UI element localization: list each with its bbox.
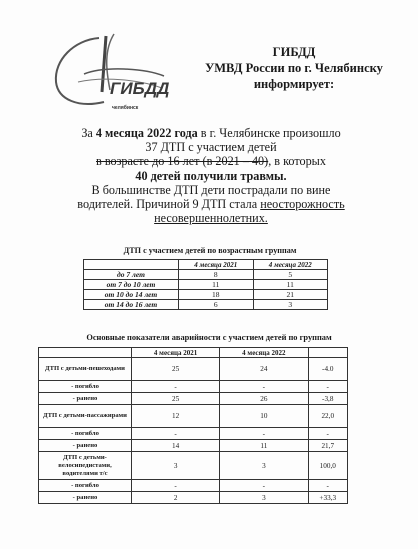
table-row [39,358,348,381]
row-label: - ранено [39,440,132,452]
age-groups-table [83,259,328,310]
lead-line-2: 37 ДТП с участием детей [145,140,277,155]
logo-text: ГИБДД [110,79,170,98]
cell-diff: -4.0 [308,358,348,381]
row-label: - погибло [39,381,132,393]
table-header-row [84,260,328,270]
row-label: - погибло [39,480,132,492]
cell-diff: - [308,381,348,393]
cell-diff: 100,0 [308,452,348,480]
cell-2021: - [132,381,220,393]
table-row [39,480,348,492]
cell-2022: 10 [220,405,308,428]
cell-diff: 22,0 [308,405,348,428]
header-cell: 4 месяца 2022 [253,260,328,270]
row-label: до 7 лет [84,270,179,280]
row-label: - ранено [39,492,132,504]
row-label: от 10 до 14 лет [84,290,179,300]
header-line-1: ГИБДД [272,45,316,59]
cell-2021: - [132,480,220,492]
table2-title: Основные показатели аварийности с участием детей по группам [86,333,332,342]
lead-line-5: В большинстве ДТП дети пострадали по вине [91,182,331,197]
cell-2021: - [132,428,220,440]
table-header-row [39,348,348,358]
header-cell [84,260,179,270]
header-cell: 4 месяца 2021 [179,260,254,270]
cell-2022: 3 [220,452,308,480]
lead-text: За [81,126,96,140]
cell-2021: 14 [132,440,220,452]
cell-2022: 11 [253,280,328,290]
lead-struck-text: в возрасте до 16 лет (в 2021 – 40) [96,154,269,169]
table-row [39,452,348,480]
cell-2021: 18 [179,290,254,300]
row-label: ДТП с детьми-велосипедистами, водителями т/с [39,452,132,480]
table-row [39,405,348,428]
header-cell [39,348,132,358]
row-label: ДТП с детьми-пассажирами [39,405,132,428]
table-row [84,270,328,280]
header-cell [308,348,348,358]
cell-diff: 21,7 [308,440,348,452]
lead-text: в г. Челябинске произошло [197,126,341,140]
lead-paragraph [30,126,392,225]
lead-text: , в которых [268,154,326,169]
cell-2022: 5 [253,270,328,280]
cell-2021: 12 [132,405,220,428]
lead-line-3 [30,154,392,168]
cell-diff: -3,8 [308,393,348,405]
lead-underlined-text: неосторожность [260,197,345,212]
table-row [39,492,348,504]
cell-diff: - [308,480,348,492]
cell-2022: 26 [220,393,308,405]
cell-diff: - [308,428,348,440]
header [196,44,392,92]
cell-2021: 6 [179,300,254,310]
row-label: ДТП с детьми-пешеходами [39,358,132,381]
table-row [39,381,348,393]
table1-title: ДТП с участием детей по возрастным группам [123,246,297,255]
cell-diff: +33,3 [308,492,348,504]
cell-2022: 11 [220,440,308,452]
lead-text: водителей. Причиной 9 ДТП стала [77,197,261,212]
table-row [39,428,348,440]
cell-2022: 3 [253,300,328,310]
lead-period: 4 месяца 2022 года [95,126,198,140]
lead-line-1 [30,126,392,140]
lead-line-7: несовершеннолетних. [154,211,268,226]
row-label: - погибло [39,428,132,440]
cell-2022: - [220,480,308,492]
row-label: - ранено [39,393,132,405]
gibdd-emblem-icon [44,30,184,112]
row-label: от 7 до 10 лет [84,280,179,290]
table-row [84,280,328,290]
cell-2021: 2 [132,492,220,504]
cell-2021: 3 [132,452,220,480]
row-label: от 14 до 16 лет [84,300,179,310]
table-row [84,300,328,310]
accident-indicators-table [38,347,348,504]
cell-2021: 8 [179,270,254,280]
logo-subtitle: челябинск [112,105,139,111]
header-line-3: информирует: [253,77,335,91]
lead-line-4: 40 детей получили травмы. [135,168,287,183]
header-cell: 4 месяца 2022 [220,348,308,358]
cell-2022: 3 [220,492,308,504]
cell-2022: - [220,381,308,393]
cell-2021: 25 [132,393,220,405]
cell-2021: 11 [179,280,254,290]
table-row [39,393,348,405]
table-row [39,440,348,452]
gibdd-logo [44,30,184,112]
cell-2022: 21 [253,290,328,300]
cell-2021: 25 [132,358,220,381]
lead-line-6 [30,197,392,211]
header-cell: 4 месяца 2021 [132,348,220,358]
table-row [84,290,328,300]
cell-2022: 24 [220,358,308,381]
cell-2022: - [220,428,308,440]
header-line-2: УМВД России по г. Челябинску [205,61,383,75]
